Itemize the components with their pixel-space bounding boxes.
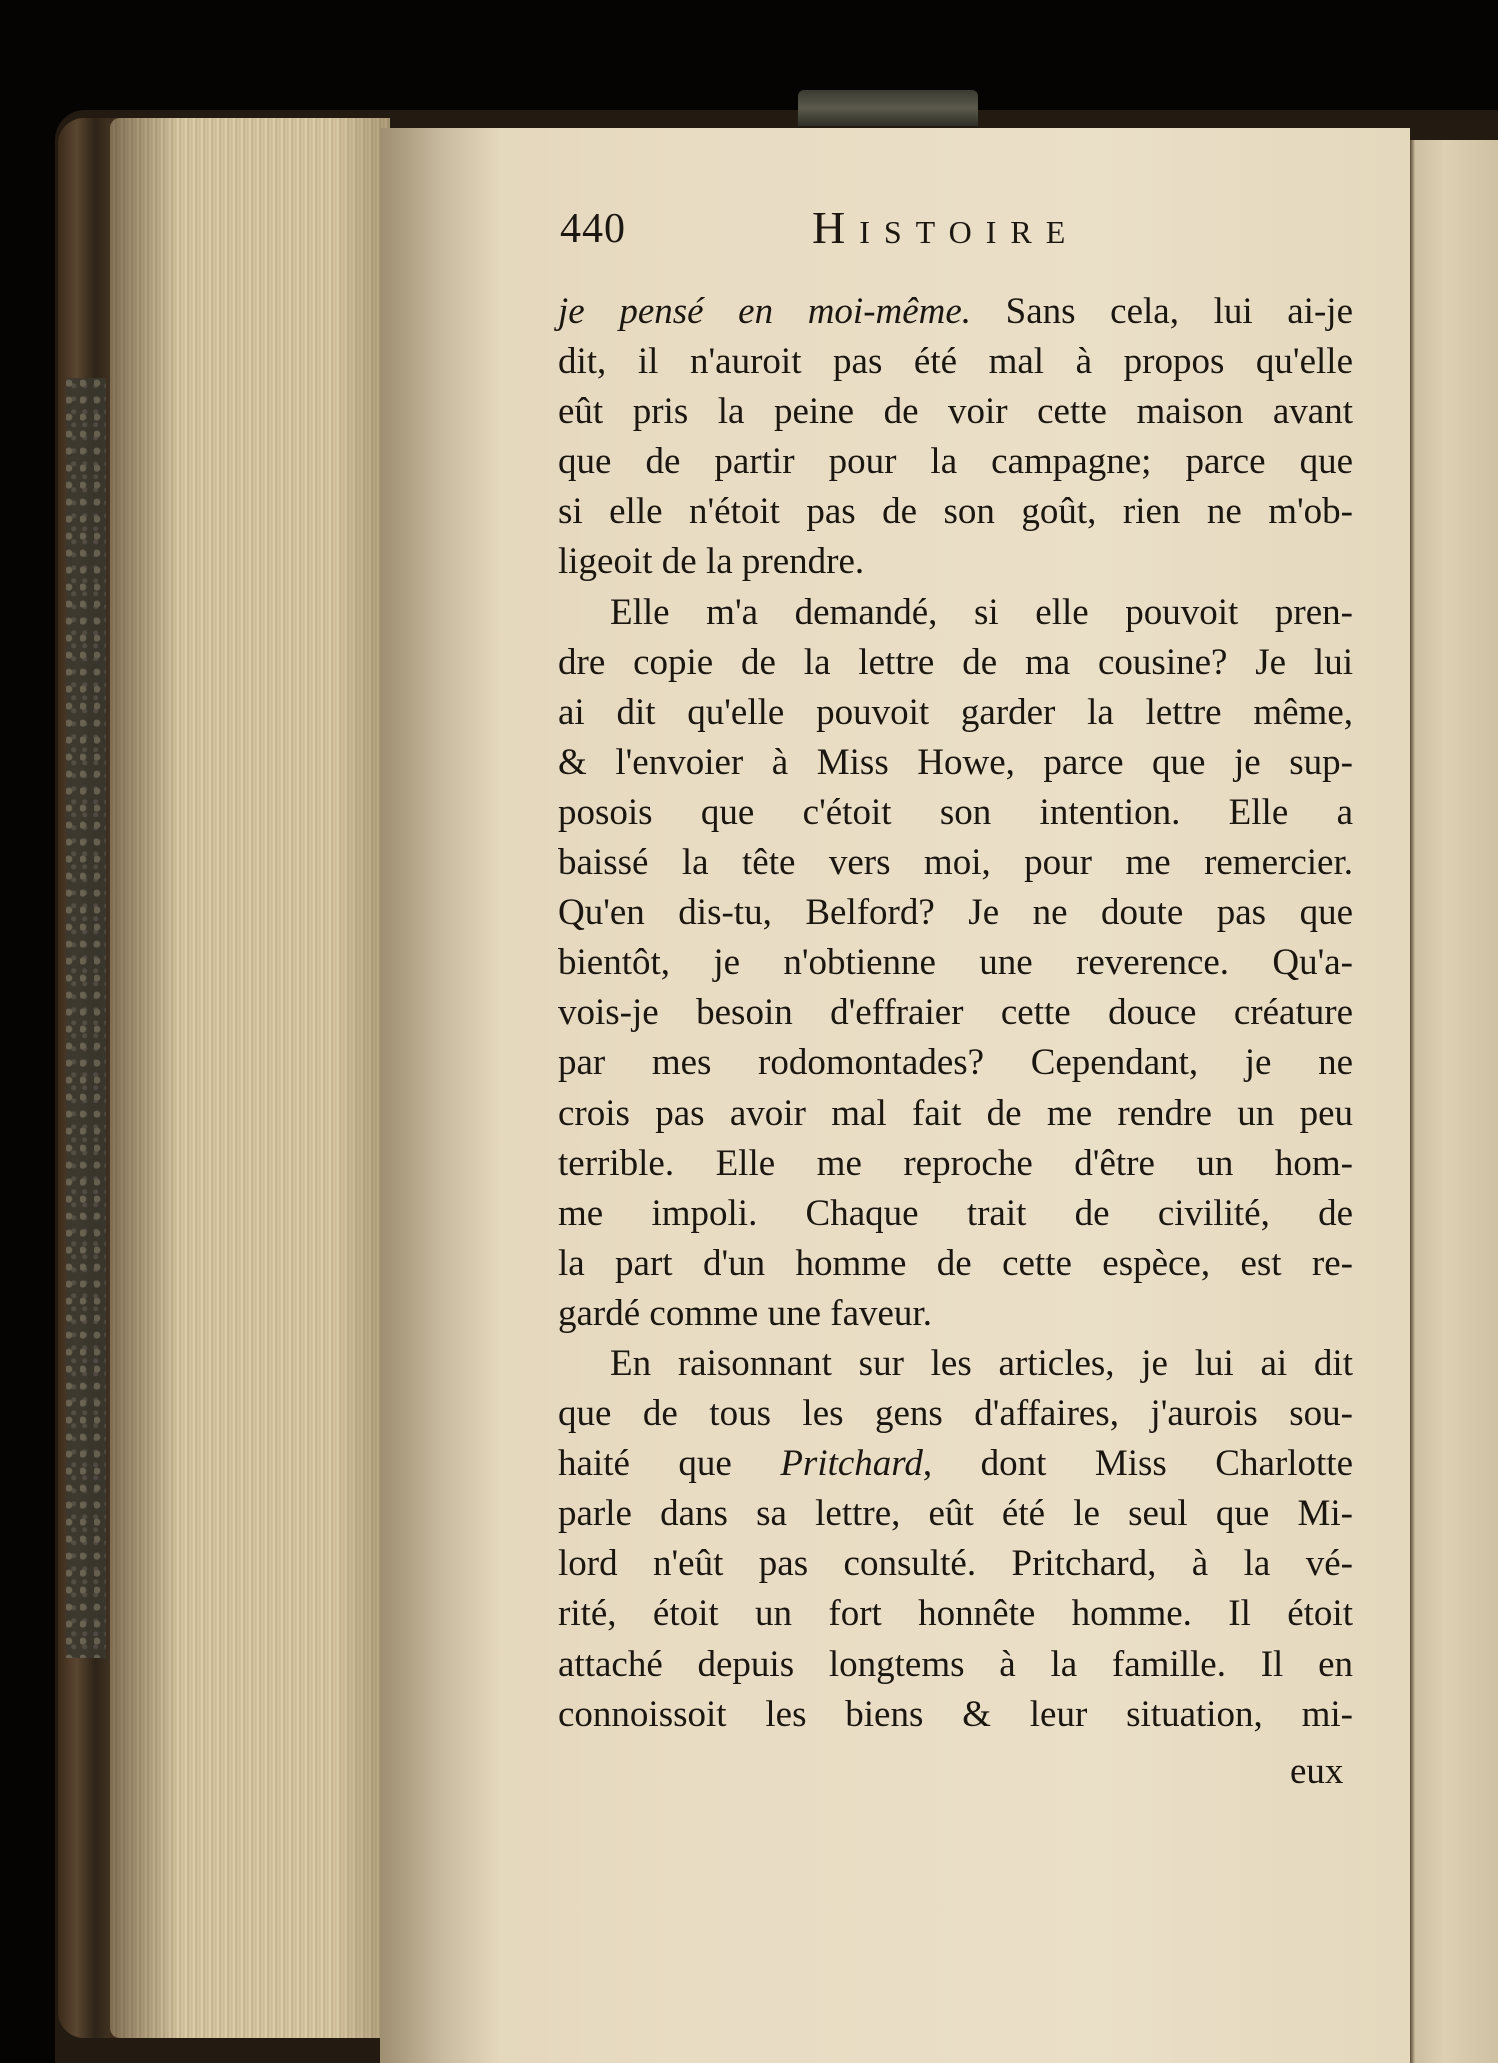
text-segment: , dont Miss Charlotte: [922, 1443, 1353, 1485]
text-line: [558, 1089, 1353, 1139]
text-line: [558, 1489, 1353, 1539]
text-segment: connoissoit les biens & leur situation, mi-: [558, 1693, 1353, 1735]
text-line: [558, 287, 1353, 337]
text-line: [558, 1038, 1353, 1088]
text-segment: que de tous les gens d'affaires, j'aurois sou-: [558, 1393, 1353, 1435]
text-line: [558, 437, 1353, 487]
text-line: [558, 387, 1353, 437]
text-segment: par mes rodomontades? Cependant, je ne: [558, 1042, 1353, 1084]
gutter-shadow: [380, 128, 500, 2063]
text-line: [558, 1690, 1353, 1740]
page-number: 440: [560, 206, 626, 252]
text-segment: Sans cela, lui ai-je: [971, 291, 1353, 332]
text-segment: Elle m'a demandé, si elle pouvoit pren-: [610, 591, 1353, 633]
text-segment: parle dans sa lettre, eût été le seul que Mi-: [558, 1493, 1353, 1535]
text-line: [558, 1289, 1353, 1339]
text-segment: terrible. Elle me reproche d'être un hom-: [558, 1142, 1353, 1184]
text-segment: la part d'un homme de cette espèce, est re-: [558, 1242, 1353, 1284]
text-line: [558, 1189, 1353, 1239]
italic-text: je pensé en moi-même.: [558, 291, 972, 332]
text-segment: Qu'en dis-tu, Belford? Je ne doute pas que: [558, 892, 1353, 934]
text-line: [558, 487, 1353, 537]
text-segment: que de partir pour la campagne; parce que: [558, 441, 1353, 483]
text-line: [558, 988, 1353, 1038]
text-segment: bientôt, je n'obtienne une reverence. Qu'a-: [558, 942, 1353, 984]
text-line: [558, 1239, 1353, 1289]
text-segment: gardé comme une faveur.: [558, 1292, 932, 1334]
text-line: [558, 738, 1353, 788]
text-segment: si elle n'étoit pas de son goût, rien ne m'ob-: [558, 491, 1353, 533]
text-segment: attaché depuis longtems à la famille. Il en: [558, 1643, 1353, 1685]
text-segment: dit, il n'auroit pas été mal à propos qu'elle: [558, 341, 1353, 383]
text-segment: posois que c'étoit son intention. Elle a: [558, 791, 1353, 833]
ribbon-bookmark: [798, 90, 978, 126]
text-line: [558, 588, 1353, 638]
text-line: [558, 1439, 1353, 1489]
text-segment: lord n'eût pas consulté. Pritchard, à la vé-: [558, 1543, 1353, 1585]
text-segment: dre copie de la lettre de ma cousine? Je lui: [558, 641, 1353, 683]
body-text: [558, 287, 1353, 1740]
text-segment: ai dit qu'elle pouvoit garder la lettre même,: [558, 691, 1353, 733]
text-segment: rité, étoit un fort honnête homme. Il étoit: [558, 1593, 1353, 1635]
text-line: [558, 1389, 1353, 1439]
text-segment: me impoli. Chaque trait de civilité, de: [558, 1192, 1353, 1234]
text-line: [558, 337, 1353, 387]
text-segment: & l'envoier à Miss Howe, parce que je sup-: [558, 741, 1353, 783]
text-line: [558, 537, 1353, 587]
text-line: [558, 1339, 1353, 1389]
text-line: [558, 1539, 1353, 1589]
text-line: [558, 788, 1353, 838]
text-segment: eût pris la peine de voir cette maison avant: [558, 391, 1353, 433]
catchword: eux: [1290, 1751, 1344, 1792]
text-line: [558, 1139, 1353, 1189]
text-segment: ligeoit de la prendre.: [558, 541, 865, 583]
text-line: [558, 638, 1353, 688]
text-line: [558, 1589, 1353, 1639]
page-stack-edges: [110, 118, 390, 2038]
text-segment: En raisonnant sur les articles, je lui ai dit: [610, 1342, 1353, 1384]
text-line: [558, 1640, 1353, 1690]
text-segment: baissé la tête vers moi, pour me remercier.: [558, 842, 1353, 884]
text-segment: vois-je besoin d'effraier cette douce créature: [558, 992, 1353, 1034]
text-line: [558, 888, 1353, 938]
italic-text: Pritchard: [780, 1443, 923, 1485]
text-line: [558, 838, 1353, 888]
page-header: [560, 202, 1120, 265]
text-segment: crois pas avoir mal fait de me rendre un peu: [558, 1092, 1353, 1134]
facing-page-edge: [1410, 140, 1498, 2063]
text-line: [558, 688, 1353, 738]
text-line: [558, 938, 1353, 988]
running-title: Histoire: [812, 202, 1080, 253]
text-segment: haité que: [558, 1443, 781, 1485]
